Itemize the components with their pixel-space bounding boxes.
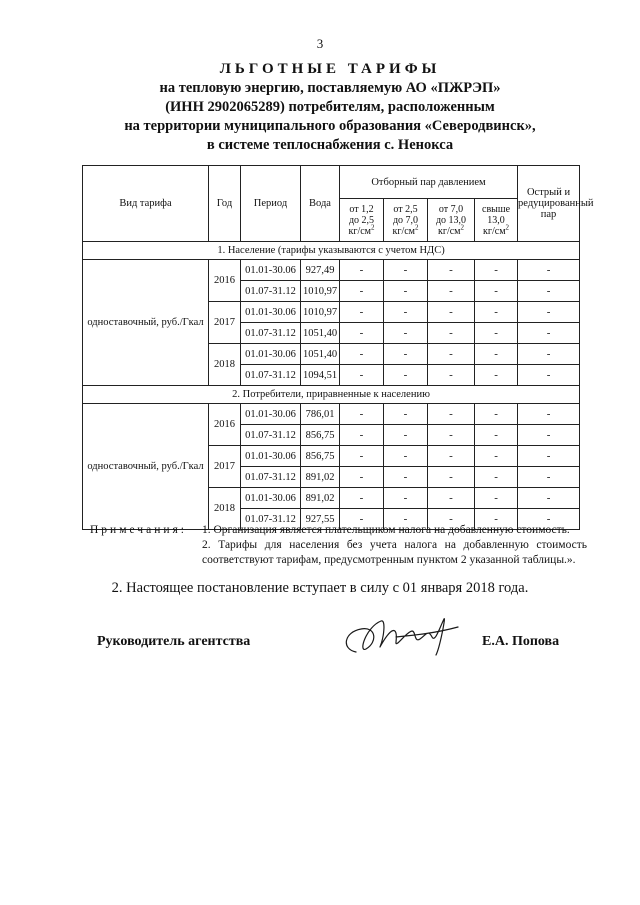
water-cell: 786,01 [301,404,340,425]
tariff-type-cell: одноставочный, руб./Гкал [83,404,209,530]
empty-value-cell: - [475,467,518,488]
empty-value-cell: - [518,488,580,509]
empty-value-cell: - [384,344,428,365]
empty-value-cell: - [428,467,475,488]
water-cell: 891,02 [301,467,340,488]
empty-value-cell: - [340,344,384,365]
signatory-name: Е.А. Попова [482,634,560,649]
empty-value-cell: - [518,281,580,302]
empty-value-cell: - [518,467,580,488]
empty-value-cell: - [340,509,384,530]
tariff-table [82,165,594,530]
note-1: 1. Организация является плательщиком налога на добавленную стоимость. [202,524,570,536]
empty-value-cell: - [384,260,428,281]
period-cell: 01.07-31.12 [241,281,301,302]
heading-line-5: в системе теплоснабжения с. Ненокса [206,137,454,153]
empty-value-cell: - [428,365,475,386]
empty-value-cell: - [428,509,475,530]
header-steam: Отборный пар давлением [340,166,518,199]
empty-value-cell: - [518,404,580,425]
notes-text [202,523,587,568]
period-cell: 01.01-30.06 [241,344,301,365]
empty-value-cell: - [384,425,428,446]
empty-value-cell: - [475,281,518,302]
effective-date-clause: 2. Настоящее постановление вступает в силу с 01 января 2018 года. [111,580,529,596]
year-cell: 2016 [209,260,241,302]
empty-value-cell: - [475,302,518,323]
empty-value-cell: - [340,323,384,344]
empty-value-cell: - [475,404,518,425]
handwritten-signature [336,607,466,662]
empty-value-cell: - [428,488,475,509]
empty-value-cell: - [475,365,518,386]
header-sharp-steam: Острый и редуцированный пар [518,166,580,242]
empty-value-cell: - [475,323,518,344]
header-year: Год [209,166,241,242]
empty-value-cell: - [428,302,475,323]
tariff-type-cell: одноставочный, руб./Гкал [83,260,209,386]
heading-line-4: на территории муниципального образования «Северодвинск», [124,118,536,134]
empty-value-cell: - [384,446,428,467]
empty-value-cell: - [475,488,518,509]
empty-value-cell: - [340,302,384,323]
period-cell: 01.07-31.12 [241,425,301,446]
empty-value-cell: - [428,260,475,281]
water-cell: 1051,40 [301,344,340,365]
empty-value-cell: - [475,344,518,365]
empty-value-cell: - [518,509,580,530]
header-steam-4: свыше 13,0 $кг/см^2$ [475,199,518,242]
water-cell: 1051,40 [301,323,340,344]
period-cell: 01.07-31.12 [241,323,301,344]
header-water: Вода [301,166,340,242]
signatory-title: Руководитель агентства [97,634,251,649]
section-title: 2. Потребители, приравненные к населению [83,386,580,404]
empty-value-cell: - [428,344,475,365]
empty-value-cell: - [518,425,580,446]
heading-line-2: на тепловую энергию, поставляемую АО «ПЖРЭП» [159,80,501,96]
year-cell: 2018 [209,344,241,386]
period-cell: 01.07-31.12 [241,365,301,386]
empty-value-cell: - [428,281,475,302]
empty-value-cell: - [384,302,428,323]
empty-value-cell: - [428,404,475,425]
period-cell: 01.07-31.12 [241,467,301,488]
empty-value-cell: - [384,281,428,302]
table-row [83,404,580,425]
water-cell: 856,75 [301,446,340,467]
period-cell: 01.07-31.12 [241,509,301,530]
empty-value-cell: - [340,488,384,509]
empty-value-cell: - [340,425,384,446]
water-cell: 891,02 [301,488,340,509]
empty-value-cell: - [384,488,428,509]
empty-value-cell: - [518,260,580,281]
empty-value-cell: - [384,467,428,488]
header-steam-1: от 1,2 до 2,5 $кг/см^2$ [340,199,384,242]
empty-value-cell: - [340,281,384,302]
table-row [83,260,580,281]
empty-value-cell: - [475,425,518,446]
period-cell: 01.01-30.06 [241,488,301,509]
empty-value-cell: - [340,404,384,425]
year-cell: 2017 [209,446,241,488]
empty-value-cell: - [428,323,475,344]
empty-value-cell: - [340,260,384,281]
empty-value-cell: - [340,446,384,467]
year-cell: 2017 [209,302,241,344]
year-cell: 2018 [209,488,241,530]
water-cell: 1094,51 [301,365,340,386]
empty-value-cell: - [384,365,428,386]
water-cell: 1010,97 [301,281,340,302]
header-steam-3: от 7,0 до 13,0 $кг/см^2$ [428,199,475,242]
empty-value-cell: - [384,323,428,344]
page-number: 3 [316,36,324,51]
empty-value-cell: - [428,425,475,446]
heading-title: ЛЬГОТНЫЕ ТАРИФЫ [219,61,441,77]
period-cell: 01.01-30.06 [241,404,301,425]
empty-value-cell: - [475,446,518,467]
period-cell: 01.01-30.06 [241,260,301,281]
header-period: Период [241,166,301,242]
section-title: 1. Население (тарифы указываются с учетом НДС) [83,242,580,260]
note-2: 2. Тарифы для населения без учета налога на добавленную стоимость соответствуют тарифам, предусмотренным пунктом 2 указанной таблицы.». [202,539,587,566]
year-cell: 2016 [209,404,241,446]
empty-value-cell: - [475,509,518,530]
tariff-body [83,242,580,530]
empty-value-cell: - [475,260,518,281]
empty-value-cell: - [384,509,428,530]
header-steam-2: от 2,5 до 7,0 $кг/см^2$ [384,199,428,242]
empty-value-cell: - [518,302,580,323]
empty-value-cell: - [518,446,580,467]
water-cell: 927,49 [301,260,340,281]
empty-value-cell: - [518,365,580,386]
period-cell: 01.01-30.06 [241,302,301,323]
water-cell: 1010,97 [301,302,340,323]
notes-label: Примечания: [90,524,187,536]
empty-value-cell: - [428,446,475,467]
empty-value-cell: - [518,344,580,365]
heading-line-3: (ИНН 2902065289) потребителям, расположенным [165,99,495,115]
header-tariff-type: Вид тарифа [83,166,209,242]
empty-value-cell: - [518,323,580,344]
water-cell: 856,75 [301,425,340,446]
document-heading [60,60,600,155]
period-cell: 01.01-30.06 [241,446,301,467]
empty-value-cell: - [384,404,428,425]
empty-value-cell: - [340,365,384,386]
water-cell: 927,55 [301,509,340,530]
empty-value-cell: - [340,467,384,488]
